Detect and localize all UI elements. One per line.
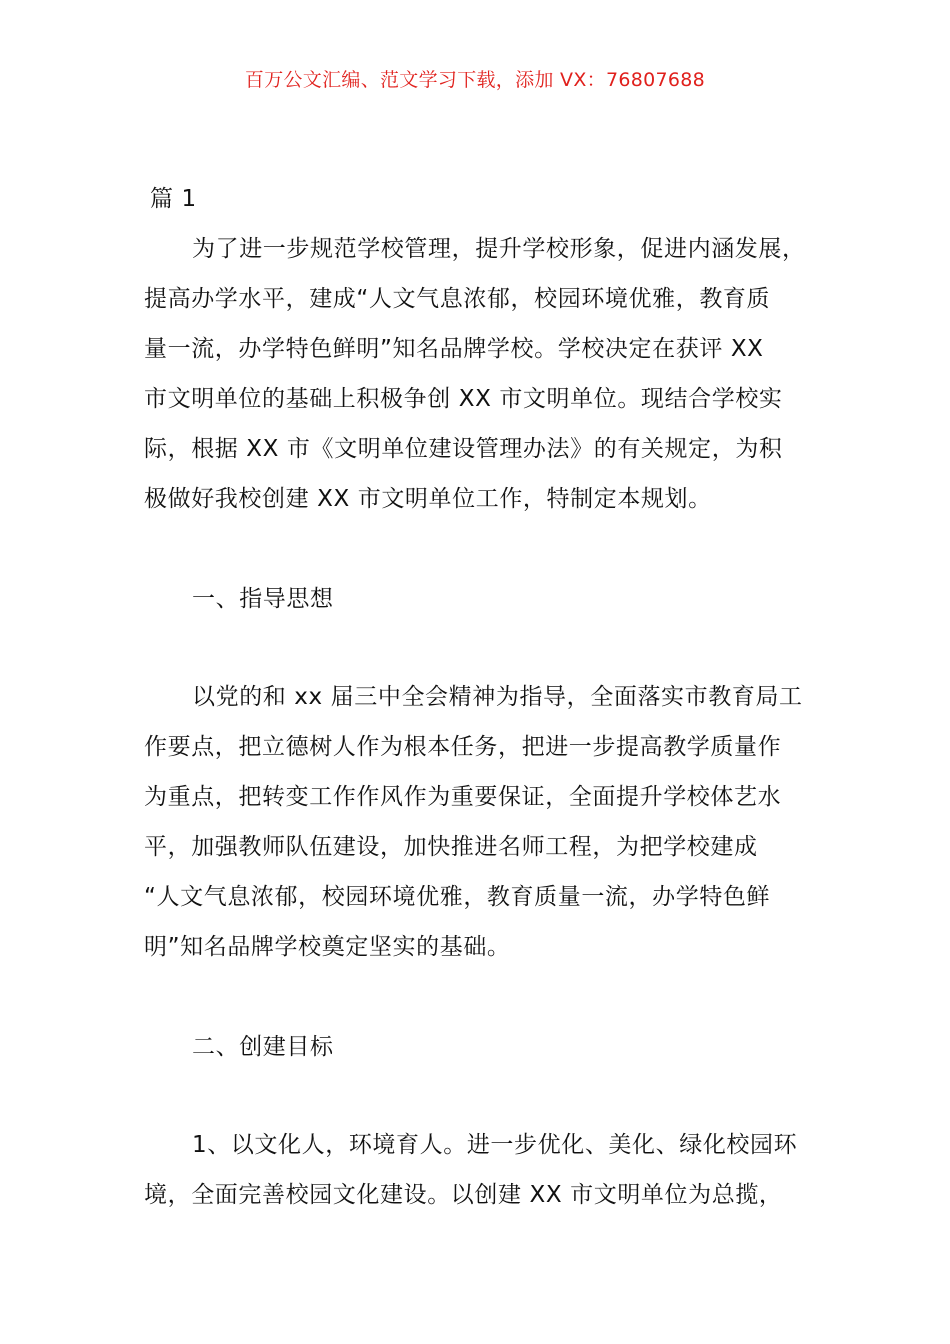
paragraph-line: 为重点，把转变工作作风作为重要保证，全面提升学校体艺水 [144,784,782,810]
paragraph-line: 作要点，把立德树人作为根本任务，把进一步提高教学质量作 [144,734,782,760]
paragraph-line: 极做好我校创建 XX 市文明单位工作，特制定本规划。 [144,486,712,512]
paragraph-line: 提高办学水平，建成“人文气息浓郁，校园环境优雅，教育质 [144,286,771,312]
paragraph-line: 明”知名品牌学校奠定坚实的基础。 [144,934,511,960]
paragraph-line: 为了进一步规范学校管理，提升学校形象，促进内涵发展， [192,236,806,262]
paragraph-line: 市文明单位的基础上积极争创 XX 市文明单位。现结合学校实 [144,386,783,412]
paragraph-line: 以党的和 xx 届三中全会精神为指导，全面落实市教育局工 [192,684,803,710]
paragraph-line: 量一流，办学特色鲜明”知名品牌学校。学校决定在获评 XX [144,336,764,362]
chapter-label: 篇 1 [150,186,197,212]
paragraph-line: 平，加强教师队伍建设，加快推进名师工程，为把学校建成 [144,834,758,860]
paragraph-line: 际，根据 XX 市《文明单位建设管理办法》的有关规定，为积 [144,436,783,462]
section-heading-guiding-ideology: 一、指导思想 [192,586,334,612]
paragraph-line: 1、以文化人，环境育人。进一步优化、美化、绿化校园环 [192,1132,798,1158]
header-watermark: 百万公文汇编、范文学习下载，添加 VX：76807688 [244,69,706,91]
section-heading-goals: 二、创建目标 [192,1034,334,1060]
paragraph-line: 境，全面完善校园文化建设。以创建 XX 市文明单位为总揽， [144,1182,783,1208]
paragraph-line: “人文气息浓郁，校园环境优雅，教育质量一流，办学特色鲜 [144,884,771,910]
